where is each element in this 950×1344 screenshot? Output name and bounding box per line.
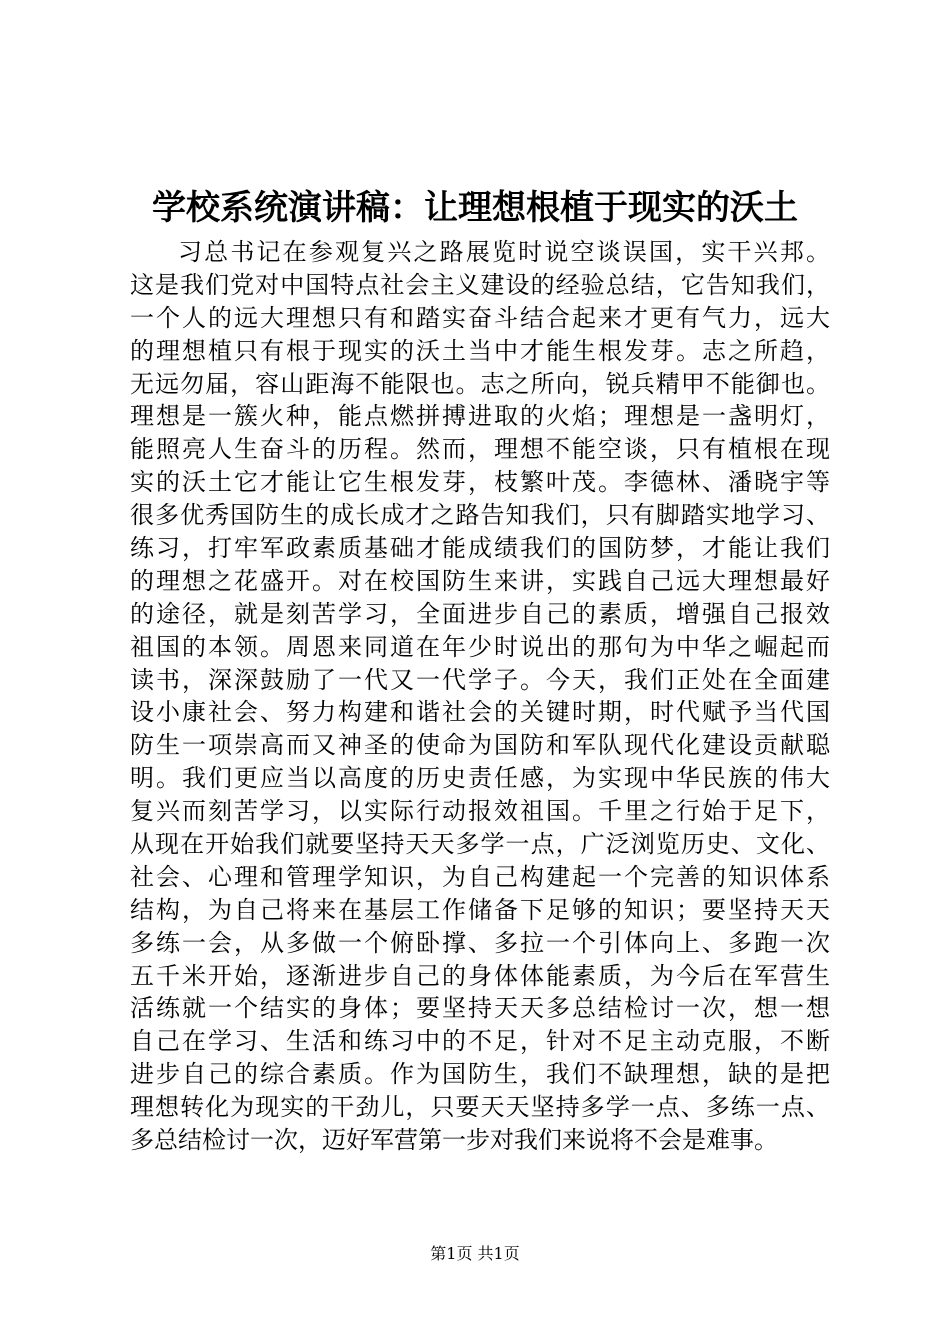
paragraph-line: 无远勿届，容山距海不能限也。志之所向，锐兵精甲不能御也。 [130, 369, 830, 398]
paragraph-line: 祖国的本领。周恩来同道在年少时说出的那句为中华之崛起而 [130, 632, 830, 661]
paragraph-line: 进步自己的综合素质。作为国防生，我们不缺理想，缺的是把 [130, 1060, 830, 1089]
paragraph-line: 设小康社会、努力构建和谐社会的关键时期，时代赋予当代国 [130, 698, 830, 727]
paragraph-line: 结构，为自己将来在基层工作储备下足够的知识；要坚持天天 [130, 895, 830, 924]
paragraph-line: 自己在学习、生活和练习中的不足，针对不足主动克服，不断 [130, 1027, 830, 1056]
paragraph-line: 练习，打牢军政素质基础才能成绩我们的国防梦，才能让我们 [130, 534, 830, 563]
paragraph-line: 理想是一簇火种，能点燃拼搏进取的火焰；理想是一盏明灯， [130, 402, 830, 431]
paragraph-line: 习总书记在参观复兴之路展览时说空谈误国，实干兴邦。 [178, 238, 830, 266]
paragraph-line: 读书，深深鼓励了一代又一代学子。今天，我们正处在全面建 [130, 665, 830, 694]
paragraph-line: 五千米开始，逐渐进步自己的身体体能素质，为今后在军营生 [130, 961, 830, 990]
paragraph-line: 社会、心理和管理学知识，为自己构建起一个完善的知识体系 [130, 862, 830, 891]
paragraph-line: 多练一会，从多做一个俯卧撑、多拉一个引体向上、多跑一次 [130, 928, 830, 957]
paragraph-line: 防生一项崇高而又神圣的使命为国防和军队现代化建设贡献聪 [130, 731, 830, 760]
paragraph-line: 一个人的远大理想只有和踏实奋斗结合起来才更有气力，远大 [130, 303, 830, 332]
paragraph-line: 活练就一个结实的身体；要坚持天天多总结检讨一次，想一想 [130, 994, 830, 1023]
paragraph-line: 复兴而刻苦学习，以实际行动报效祖国。千里之行始于足下， [130, 797, 830, 826]
paragraph-line: 能照亮人生奋斗的历程。然而，理想不能空谈，只有植根在现 [130, 435, 830, 464]
paragraph-line: 多总结检讨一次，迈好军营第一步对我们来说将不会是难事。 [130, 1126, 778, 1155]
body-paragraph [130, 236, 830, 1157]
paragraph-line: 实的沃土它才能让它生根发芽，枝繁叶茂。李德林、潘晓宇等 [130, 468, 830, 497]
paragraph-line: 明。我们更应当以高度的历史责任感，为实现中华民族的伟大 [130, 764, 830, 793]
paragraph-line: 理想转化为现实的干劲儿，只要天天坚持多学一点、多练一点、 [130, 1093, 830, 1122]
paragraph-line: 很多优秀国防生的成长成才之路告知我们，只有脚踏实地学习、 [130, 501, 830, 530]
paragraph-line: 从现在开始我们就要坚持天天多学一点，广泛浏览历史、文化、 [130, 830, 830, 859]
paragraph-line: 的理想植只有根于现实的沃土当中才能生根发芽。志之所趋， [130, 336, 830, 365]
page-number-footer: 第1页 共1页 [430, 1244, 520, 1263]
paragraph-line: 的途径，就是刻苦学习，全面进步自己的素质，增强自己报效 [130, 599, 830, 628]
paragraph-line: 这是我们党对中国特点社会主义建设的经验总结，它告知我们， [130, 270, 830, 299]
page-title: 学校系统演讲稿：让理想根植于现实的沃土 [152, 188, 798, 228]
paragraph-line: 的理想之花盛开。对在校国防生来讲，实践自己远大理想最好 [130, 566, 830, 595]
